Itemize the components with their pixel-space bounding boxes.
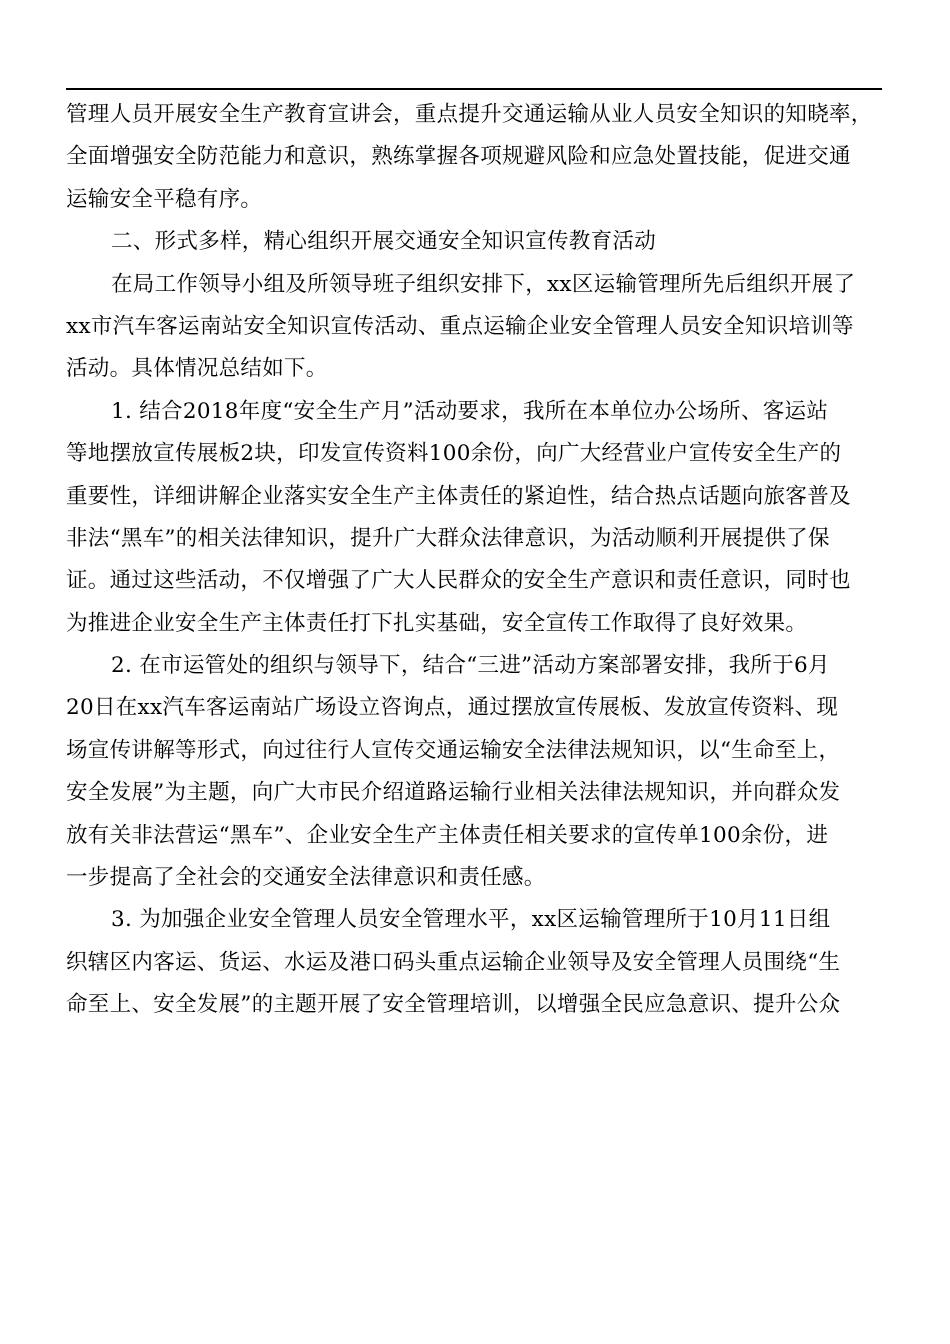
text-line: xx市汽车客运南站安全知识宣传活动、重点运输企业安全管理人员安全知识培训等 <box>66 313 854 339</box>
paragraph-item-3 <box>66 899 882 1026</box>
text-line: 3. 为加强企业安全管理人员安全管理水平，xx区运输管理所于10月11日组 <box>111 907 831 933</box>
text-line: 2. 在市运管处的组织与领导下，结合“三进”活动方案部署安排，我所于6月 <box>111 653 830 679</box>
text-line: 重要性，详细讲解企业落实安全生产主体责任的紧迫性，结合热点话题向旅客普及 <box>66 483 851 509</box>
text-line: 非法“黑车”的相关法律知识，提升广大群众法律意识，为活动顺利开展提供了保 <box>66 525 830 551</box>
text-line: 安全发展”为主题，向广大市民介绍道路运输行业相关法律法规知识，并向群众发 <box>66 780 841 806</box>
text-line: 为推进企业安全生产主体责任打下扎实基础，安全宣传工作取得了良好效果。 <box>66 610 808 636</box>
header-rule <box>66 88 882 90</box>
text-line: 命至上、安全发展”的主题开展了安全管理培训，以增强全民应急意识、提升公众 <box>66 992 841 1018</box>
section-heading <box>66 221 882 263</box>
text-line: 20日在xx汽车客运南站广场设立咨询点，通过摆放宣传展板、发放宣传资料、现 <box>66 695 839 721</box>
text-line: 织辖区内客运、货运、水运及港口码头重点运输企业领导及安全管理人员围绕“生 <box>66 949 841 975</box>
text-line: 运输安全平稳有序。 <box>66 186 263 212</box>
text-line: 证。通过这些活动，不仅增强了广大人民群众的安全生产意识和责任意识，同时也 <box>66 568 851 594</box>
paragraph-item-2 <box>66 645 882 899</box>
text-line: 场宣传讲解等形式，向过往行人宣传交通运输安全法律法规知识，以“生命至上， <box>66 737 841 763</box>
text-line: 1. 结合2018年度“安全生产月”活动要求，我所在本单位办公场所、客运站 <box>111 398 829 424</box>
paragraph-item-1 <box>66 391 882 645</box>
text-line: 在局工作领导小组及所领导班子组织安排下，xx区运输管理所先后组织开展了 <box>111 271 856 297</box>
paragraph-intro <box>66 264 882 391</box>
paragraph-continuation <box>66 94 882 221</box>
text-line: 放有关非法营运“黑车”、企业安全生产主体责任相关要求的宣传单100余份，进 <box>66 822 829 848</box>
text-line: 一步提高了全社会的交通安全法律意识和责任感。 <box>66 865 546 891</box>
text-line: 活动。具体情况总结如下。 <box>66 356 328 382</box>
text-line: 全面增强安全防范能力和意识，熟练掌握各项规避风险和应急处置技能，促进交通 <box>66 144 851 170</box>
document-body <box>66 94 882 1027</box>
text-line: 等地摆放宣传展板2块，印发宣传资料100余份，向广大经营业户宣传安全生产的 <box>66 441 842 467</box>
heading-line: 二、形式多样，精心组织开展交通安全知识宣传教育活动 <box>111 229 657 255</box>
text-line: 管理人员开展安全生产教育宣讲会，重点提升交通运输从业人员安全知识的知晓率， <box>66 102 873 127</box>
